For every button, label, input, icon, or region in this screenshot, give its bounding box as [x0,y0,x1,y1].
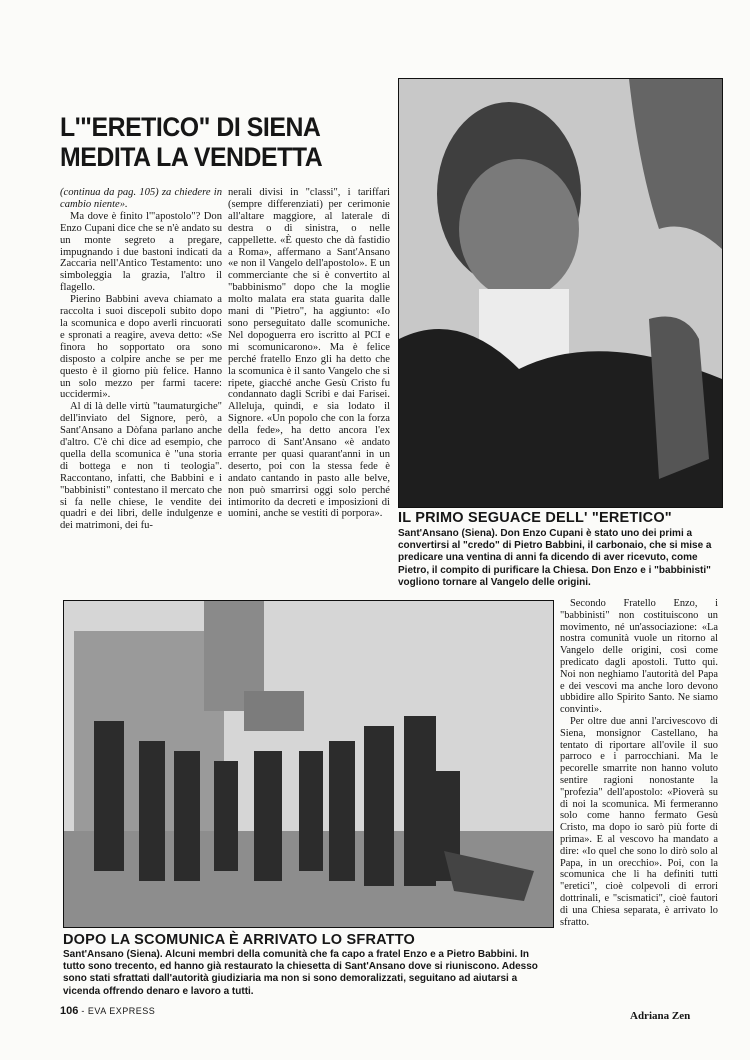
portrait-photo-illustration [399,79,722,507]
article-column-1 [60,187,222,587]
group-caption-title: DOPO LA SCOMUNICA È ARRIVATO LO SFRATTO [63,932,416,948]
article-column-2 [228,187,390,587]
article-paragraph: Per oltre due anni l'arcivescovo di Siena, monsignor Castellano, ha tentato di riportare all'ovile il suo parroco e i parrocchiani. Ma le pecorelle smarrite non hanno voluto sentire ragioni nonostante la "profezia" dell'apostolo: «Pioverà su di noi la scomunica. Mi fermeranno solo come hanno fermato Gesù Cristo, ma dopo io sarò più forte di prima». E al vescovo ha mandato a dire: «Io quel che sono lo dirò solo al Papa, in un orecchio». Poi, con la scomunica che li ha definiti tutti "eretici", cioè colpevoli di errori dottrinali, e "scismatici", cioè fautori di una Chiesa separata, è arrivato lo sfratto. [560,715,718,928]
page-footer [60,1005,155,1017]
article-paragraph: nerali divisi in "classi", i tariffari (sempre differenziati) per cerimonie all'altare maggiore, al laterale di destra o di sinistra, o nelle cappellette. «È questo che dà fastidio a Roma», affermano a Sant'Ansano «e non il Vangelo dell'apostolo». E un commerciante che si è convertito al "babbinismo" dopo che la moglie molto malata era stata guarita dalle mani di "Pietro", ha aggiunto: «Io sono perseguitato dalle scomuniche. Nel dopoguerra ero iscritto al PCI e mi scomunicarono». Ma è felice perché fratello Enzo gli ha detto che la scomunica è il santo Vangelo che si ripete, giacché anche Gesù Cristo fu condannato dagli Scribi e dai Farisei. Alleluja, quindi, e sia lodato il Signore. «Un popolo che con la forza della fede», ha detto ancora l'ex parroco di Sant'Ansano «è andato errante per quasi quarant'anni in un deserto, poi con la stessa fede è andato cantando in pasto alle belve, non può smarrirsi oggi solo perché intimorito da decreti e imposizioni di uomini, anche se vestiti di porpora». [228,187,390,520]
portrait-caption-text: Sant'Ansano (Siena). Don Enzo Cupani è stato uno dei primi a convertirsi al "credo" di Pietro Babbini, il carbonaio, che si mise a predicare una ventina di anni fa dicendo di aver ricevuto, come Pietro, il compito di purificare la Chiesa. Don Enzo e i "babbinisti" vogliono tornare al Vangelo delle origini. [398,528,712,588]
group-caption-text: Sant'Ansano (Siena). Alcuni membri della comunità che fa capo a fratel Enzo e a Pietro Babbini. In tutto sono trecento, ed hanno già restaurato la chiesetta di Sant'Ansano dove si riuniscono. Adesso sono stati sfrattati dall'autorità giudiziaria ma non si sono demoralizzati, seguitano ad aiutarsi a vicenda offrendo denaro e lavoro a tutti. [63,949,538,997]
article-headline [60,112,364,172]
headline-line-1: L'"ERETICO" DI SIENA [60,112,321,142]
page-number: 106 [60,1005,79,1017]
article-paragraph: Ma dove è finito l'"apostolo"? Don Enzo Cupani dice che se n'è andato su un monte segreto a pregare, impugnando i due bastoni indicati da Zaccaria nell'Antico Testamento: uno simboleggia la grazia, l'altro il flagello. [60,210,222,294]
article-column-3 [560,598,718,1008]
group-photo [63,600,554,928]
magazine-name: - EVA EXPRESS [81,1006,156,1016]
article-paragraph: (continua da pag. 105) za chiedere in cambio niente». [60,187,222,210]
article-paragraph: Pierino Babbini aveva chiamato a raccolta i suoi discepoli subito dopo la scomunica e dopo averli rincuorati e spronati a reagire, aveva detto: «Se finora ho sopportato ora sono disposto a colpire anche se per me questo è il giorno più felice. Hanno un solo mezzo per farmi tacere: uccidermi». [60,294,222,401]
portrait-caption-title: IL PRIMO SEGUACE DELL' "ERETICO" [398,510,672,526]
article-paragraph: Al di là delle virtù "taumaturgiche" dell'inviato del Signore, però, a Sant'Ansano a Dòfana parlano anche d'altro. C'è chi dice ad esempio, che quella della scomunica è "una storia di bottega e non ti teologia". Raccontano, infatti, che Babbini e i "babbinisti" contestano il mercato che si fa nelle chiese, le vendite dei quadri e dei libri, delle indulgenze e dei matrimoni, dei fu- [60,401,222,532]
group-photo-illustration [64,601,553,927]
headline-line-2: MEDITA LA VENDETTA [60,142,323,172]
author-byline: Adriana Zen [630,1010,691,1022]
portrait-photo [398,78,723,508]
article-paragraph: Secondo Fratello Enzo, i "babbinisti" non costituiscono un movimento, né un'associazione: «La nostra comunità vuole un ritorno al Vangelo delle origini, così come predicato dagli apostoli. Tutto qui. Noi non neghiamo l'autorità del Papa e dei vescovi ma anche loro devono ubbidire allo Spirito Santo. Ne siamo convinti». [560,598,718,716]
